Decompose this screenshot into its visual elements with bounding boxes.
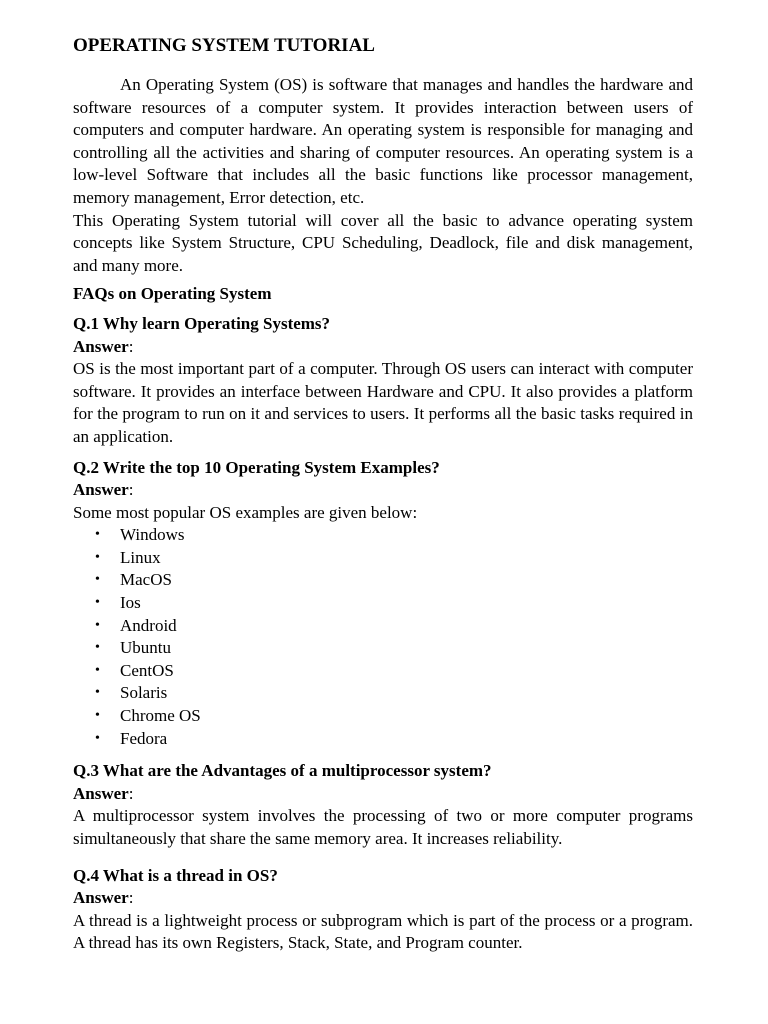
faq-item-2 — [73, 457, 693, 751]
question-4: Q.4 What is a thread in OS? — [73, 865, 278, 885]
bullet-icon: • — [95, 617, 100, 633]
answer-label-colon: : — [128, 888, 134, 908]
faq-item-1 — [73, 313, 693, 449]
faq-item-4 — [73, 865, 693, 955]
answer-label-3 — [73, 783, 693, 806]
answer-3: A multiprocessor system involves the processing of two or more computer programs simultaneously that share the same memory area. It increases reliability. — [73, 806, 693, 848]
answer-label-colon: : — [128, 480, 134, 500]
answer-label-text: Answer — [73, 480, 129, 500]
intro-paragraph-2: This Operating System tutorial will cover all the basic to advance operating system concepts like System Structure, CPU Scheduling, Deadlock, file and disk management, and many more. — [73, 210, 693, 275]
list-item: • Ubuntu — [120, 637, 693, 660]
answer-label-colon: : — [128, 336, 134, 356]
list-item: • MacOS — [120, 569, 693, 592]
answer-label-text: Answer — [73, 888, 129, 908]
question-3: Q.3 What are the Advantages of a multiprocessor system? — [73, 761, 492, 781]
faq-item-3 — [73, 760, 693, 850]
intro-paragraph-1: An Operating System (OS) is software that manages and handles the hardware and software resources of a computer system. It provides interaction between users of computers and computer hardware. An operating system is responsible for managing and controlling all the activities and sharing of computer resources. An operating system is a low-level Software that includes all the basic functions like processor management, memory management, Error detection, etc. — [73, 75, 693, 207]
list-item: • Ios — [120, 592, 693, 615]
page-title: OPERATING SYSTEM TUTORIAL — [73, 35, 375, 56]
bullet-icon: • — [95, 685, 100, 701]
answer-label-colon: : — [128, 783, 134, 803]
question-1: Q.1 Why learn Operating Systems? — [73, 313, 331, 333]
list-item: • CentOS — [120, 660, 693, 683]
os-examples-list — [73, 524, 693, 750]
answer-label-1 — [73, 336, 693, 359]
answer-label-text: Answer — [73, 336, 129, 356]
answer-label-text: Answer — [73, 783, 129, 803]
answer-label-4 — [73, 887, 693, 910]
bullet-icon: • — [95, 708, 100, 724]
list-item: • Solaris — [120, 682, 693, 705]
list-item: • Fedora — [120, 728, 693, 751]
list-item: • Windows — [120, 524, 693, 547]
answer-label-2 — [73, 479, 693, 502]
answer-4: A thread is a lightweight process or subprogram which is part of the process or a program. A thread has its own Registers, Stack, State, and Program counter. — [73, 910, 693, 953]
list-item: • Linux — [120, 547, 693, 570]
bullet-icon: • — [95, 527, 100, 543]
list-item: • Android — [120, 615, 693, 638]
bullet-icon: • — [95, 595, 100, 611]
document-page — [73, 34, 693, 963]
list-item: • Chrome OS — [120, 705, 693, 728]
question-2: Q.2 Write the top 10 Operating System Examples? — [73, 457, 440, 477]
bullet-icon: • — [95, 640, 100, 656]
bullet-icon: • — [95, 730, 100, 746]
answer-1: OS is the most important part of a computer. Through OS users can interact with computer software. It provides an interface between Hardware and CPU. It also provides a platform for the program to run on it and services to users. It performs all the basic tasks required in an application. — [73, 359, 693, 446]
answer-2: Some most popular OS examples are given below: — [73, 502, 418, 522]
bullet-icon: • — [95, 549, 100, 565]
bullet-icon: • — [95, 662, 100, 678]
bullet-icon: • — [95, 572, 100, 588]
faq-heading: FAQs on Operating System — [73, 284, 272, 304]
